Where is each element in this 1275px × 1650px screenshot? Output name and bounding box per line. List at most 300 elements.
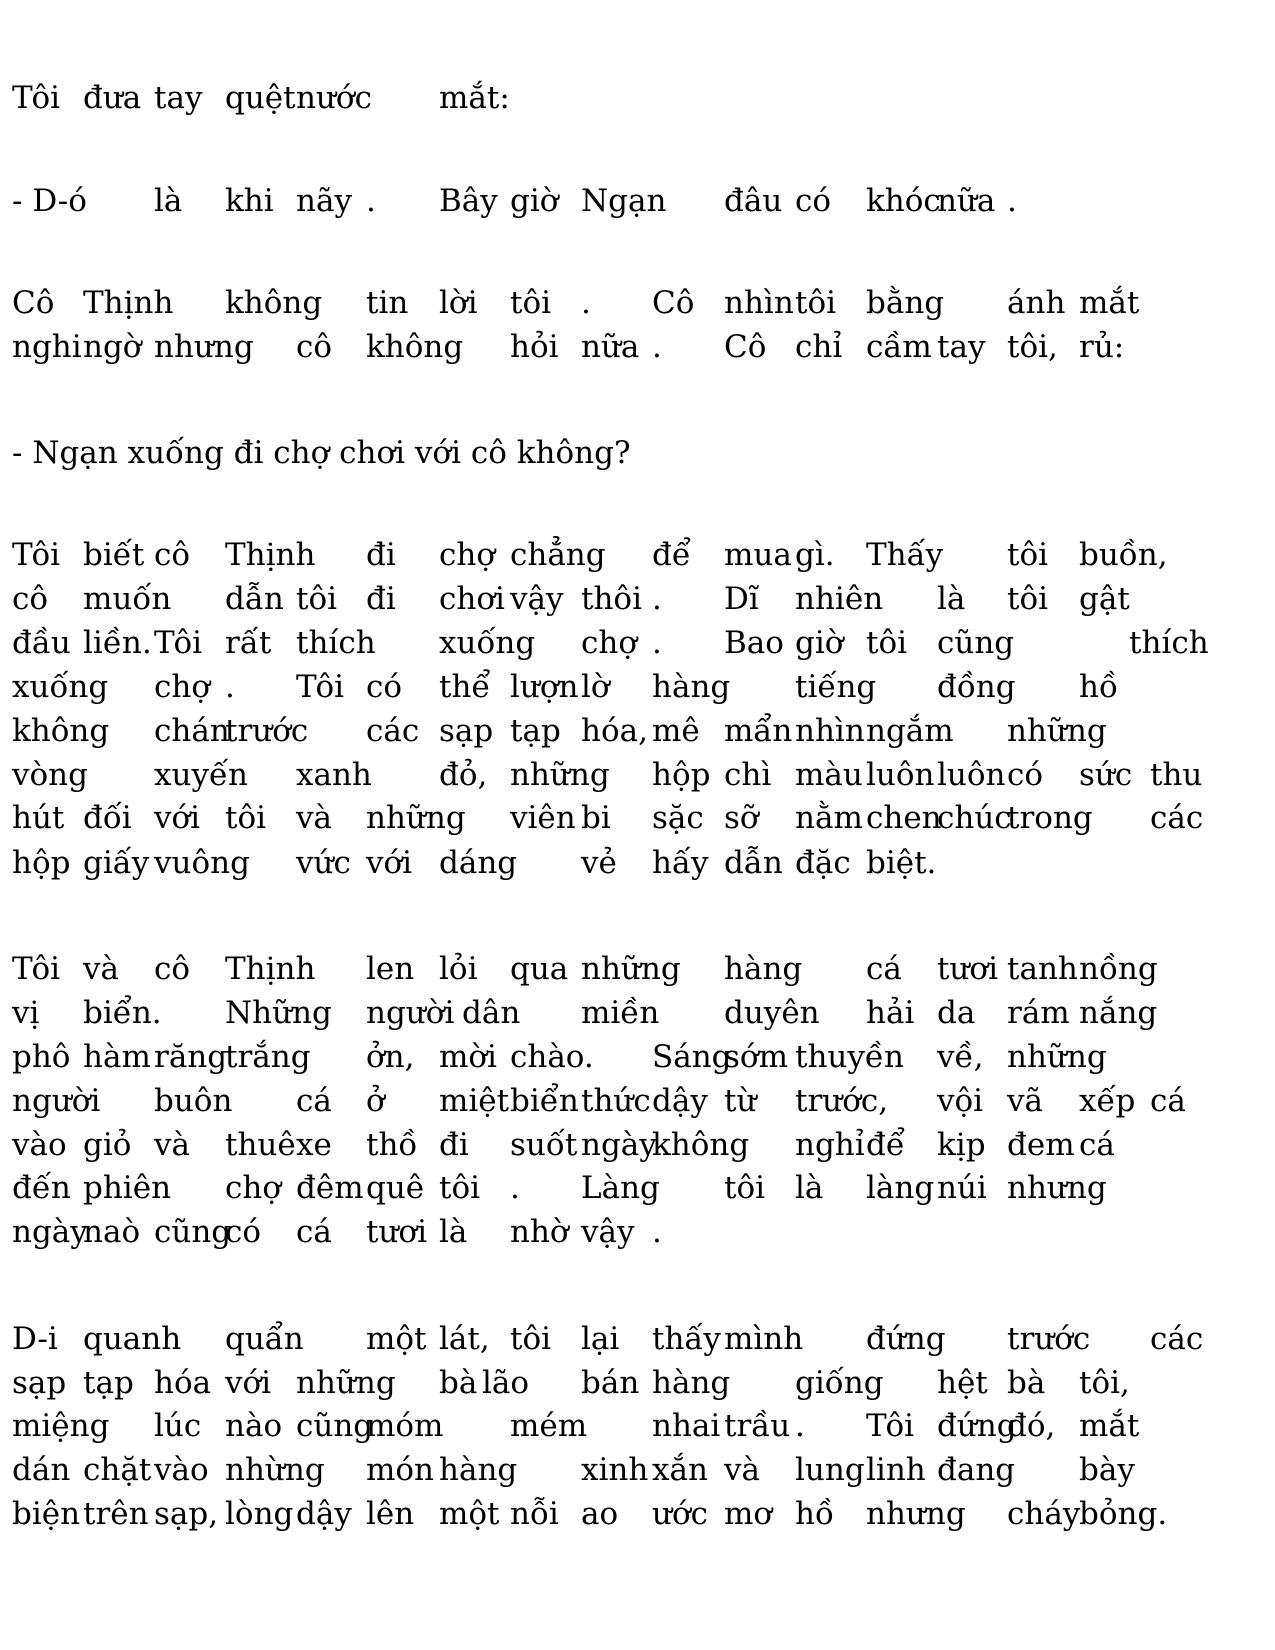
word: đặc [795, 845, 851, 881]
word: đứng [937, 1408, 1017, 1444]
word: những [1007, 1039, 1107, 1075]
word: sức [1079, 757, 1133, 793]
word: qua [510, 951, 569, 987]
word: chợ [154, 669, 210, 705]
word: miệng [12, 1408, 110, 1444]
word: chì [724, 757, 772, 793]
word: . [795, 1408, 805, 1444]
word: lòng [225, 1496, 294, 1532]
word: để [866, 1127, 905, 1163]
word: nhưng [866, 1496, 966, 1532]
word: tôi [225, 800, 267, 836]
word: là [439, 1214, 468, 1250]
word: . [510, 1170, 520, 1206]
word: tay [154, 80, 203, 116]
word: nghỉ [795, 1127, 865, 1163]
word: để [652, 537, 691, 573]
word: biển [510, 1083, 579, 1119]
word: làng [866, 1170, 935, 1206]
word: cô [296, 329, 333, 365]
word: Thịnh [225, 951, 316, 987]
word: chơi [439, 581, 505, 617]
word: cô [12, 581, 49, 617]
word: trên [83, 1496, 149, 1532]
word: không [12, 713, 110, 749]
word: chặt [83, 1452, 152, 1488]
word: những [581, 951, 681, 987]
word: thuê [225, 1127, 296, 1163]
word: . [1007, 183, 1017, 219]
word: lời [439, 285, 478, 321]
word: hộp [12, 845, 71, 881]
word: ánh [1007, 285, 1066, 321]
word: bà [1007, 1365, 1046, 1401]
word: trắng [225, 1039, 311, 1075]
word: không [652, 1127, 750, 1163]
word: có [795, 183, 832, 219]
word: trầu [724, 1408, 791, 1444]
word: nãy [296, 183, 352, 219]
word: dẫn [225, 581, 284, 617]
word: . [225, 669, 235, 705]
word: đi [439, 1127, 469, 1163]
word: Tôi [12, 80, 61, 116]
word: sạp [439, 713, 494, 749]
word: Làng [581, 1170, 660, 1206]
word: ngờ [83, 329, 142, 365]
word: hóa [154, 1365, 212, 1401]
word: trước, [795, 1083, 889, 1119]
word: trước [1007, 1321, 1091, 1357]
word: mém [510, 1408, 588, 1444]
word: nhìn [795, 713, 865, 749]
word: quệt [225, 80, 296, 116]
word: lão [482, 1365, 530, 1401]
word: lượn [510, 669, 579, 705]
word: cá [866, 951, 902, 987]
word: chán [154, 713, 230, 749]
word: cô [154, 537, 191, 573]
word: xuống [439, 625, 536, 661]
word: nhờ [510, 1214, 569, 1250]
word: ởn, [366, 1039, 415, 1075]
word: Tôi [12, 951, 61, 987]
word: dậy [296, 1496, 352, 1532]
word: ước [652, 1496, 708, 1532]
word: đỏ, [439, 757, 488, 793]
word: vị [12, 995, 40, 1031]
word: khóc [866, 183, 941, 219]
word: Cô [12, 285, 55, 321]
word: mắt: [439, 80, 510, 116]
word: trước [225, 713, 309, 749]
word: cũng [937, 625, 1015, 661]
word: chẳng [510, 537, 606, 573]
word: D-i [12, 1321, 58, 1357]
word: hàng [652, 669, 731, 705]
word: tôi [510, 1321, 552, 1357]
word: bà [439, 1365, 478, 1401]
word: dẫn [724, 845, 783, 881]
word: kịp [937, 1127, 986, 1163]
word: tôi [795, 285, 837, 321]
word: đi [366, 537, 396, 573]
word: Những [225, 995, 332, 1031]
word: chỉ [795, 329, 843, 365]
word: tay [937, 329, 986, 365]
word: mẩn [724, 713, 793, 749]
word: Cô [652, 285, 695, 321]
word: chợ [225, 1170, 281, 1206]
word: Thịnh [225, 537, 316, 573]
word: hệt [937, 1365, 988, 1401]
word: cá [1079, 1127, 1115, 1163]
word: nỗi [510, 1496, 559, 1532]
word: Tôi [154, 625, 203, 661]
word: giỏ [83, 1127, 132, 1163]
word: mắt [1079, 285, 1140, 321]
word: cũng [296, 1408, 374, 1444]
word: thôi [581, 581, 643, 617]
word: phiên [83, 1170, 172, 1206]
word: duyên [724, 995, 820, 1031]
word: mua [724, 537, 792, 573]
word: cũng [154, 1214, 232, 1250]
word: tươi [937, 951, 999, 987]
word: và [724, 1452, 760, 1488]
word: vào [154, 1452, 209, 1488]
word: thức [581, 1083, 651, 1119]
word: đem [1007, 1127, 1075, 1163]
word: luôn [937, 757, 1006, 793]
word: bằng [866, 285, 945, 321]
word: nữa [937, 183, 996, 219]
word: luôn [866, 757, 935, 793]
word: và [83, 951, 119, 987]
word: vào [12, 1127, 67, 1163]
word: nằm [795, 800, 863, 836]
word: hồ [795, 1496, 834, 1532]
word: xinh [581, 1452, 649, 1488]
word: cầm [866, 329, 932, 365]
word: linh [866, 1452, 926, 1488]
word: thồ [366, 1127, 418, 1163]
word: về, [937, 1039, 984, 1075]
word: dân [462, 995, 521, 1031]
word: khi [225, 183, 274, 219]
word: ngày [581, 1127, 657, 1163]
word: giống [795, 1365, 884, 1401]
word: đến [12, 1170, 71, 1206]
word: cháy [1007, 1496, 1081, 1532]
word: Bây [439, 183, 498, 219]
word: những [296, 1365, 396, 1401]
word: tôi [510, 285, 552, 321]
word: dán [12, 1452, 71, 1488]
word: gật [1079, 581, 1130, 617]
word: quanh [83, 1321, 182, 1357]
word: lên [366, 1496, 415, 1532]
word: . [652, 581, 662, 617]
word: đồng [937, 669, 1016, 705]
word: có [366, 669, 403, 705]
word: thích [296, 625, 376, 661]
word: đêm [296, 1170, 364, 1206]
word: giấy [83, 845, 150, 881]
word: tôi [724, 1170, 766, 1206]
word: thu [1150, 757, 1203, 793]
word: xắn [652, 1452, 708, 1488]
word: giờ [510, 183, 559, 219]
word: ngày [12, 1214, 88, 1250]
word: có [225, 1214, 262, 1250]
word: là [154, 183, 183, 219]
word: hút [12, 800, 65, 836]
word: cá [1150, 1083, 1186, 1119]
word: Sáng [652, 1039, 732, 1075]
word: biết [83, 537, 145, 573]
word: vuông [154, 845, 250, 881]
word: xuyến [154, 757, 248, 793]
word: chúc [937, 800, 1012, 836]
word: lung [795, 1452, 865, 1488]
word: móm [366, 1408, 444, 1444]
word: len [366, 951, 415, 987]
word: đó, [1007, 1408, 1056, 1444]
word: miệt [439, 1083, 510, 1119]
word: răng [154, 1039, 228, 1075]
word: miền [581, 995, 660, 1031]
word: tạp [510, 713, 561, 749]
word: vức [296, 845, 351, 881]
word: trong [1007, 800, 1093, 836]
word: có [1007, 757, 1044, 793]
word: viên [510, 800, 576, 836]
word: hàm [83, 1039, 151, 1075]
word: biện [12, 1496, 81, 1532]
word: các [366, 713, 420, 749]
word: chào. [510, 1039, 594, 1075]
word: với [154, 800, 201, 836]
word: tôi [439, 1170, 481, 1206]
word: vã [1007, 1083, 1043, 1119]
word: một [439, 1496, 500, 1532]
word: Tôi [12, 537, 61, 573]
word: sạp [12, 1365, 67, 1401]
word: không [225, 285, 323, 321]
word: ở [366, 1083, 385, 1119]
word: chen [866, 800, 942, 836]
word: tạp [83, 1365, 134, 1401]
word: hàng [724, 951, 803, 987]
word: quẩn [225, 1321, 304, 1357]
word: quê [366, 1170, 425, 1206]
word: một [366, 1321, 427, 1357]
word: bỏng. [1079, 1496, 1168, 1532]
word: vòng [12, 757, 88, 793]
word: nhưng [1007, 1170, 1107, 1206]
word: các [1150, 800, 1204, 836]
word: hộp [652, 757, 711, 793]
word: liền. [83, 625, 152, 661]
word: . [652, 1214, 662, 1250]
word: nhai [652, 1408, 721, 1444]
word: món [366, 1452, 435, 1488]
word: nhưng [154, 329, 254, 365]
word: đầu [12, 625, 71, 661]
word: sạp, [154, 1496, 219, 1532]
word: ngắm [866, 713, 954, 749]
word: Ngạn [581, 183, 667, 219]
word: đang [937, 1452, 1016, 1488]
word: hấy [652, 845, 709, 881]
word: sặc [652, 800, 704, 836]
word: mê [652, 713, 700, 749]
word: gì. [795, 537, 835, 573]
word: Cô [724, 329, 767, 365]
word: núi [937, 1170, 987, 1206]
word: tanh [1007, 951, 1078, 987]
word: những [510, 757, 610, 793]
word: thể [439, 669, 491, 705]
word: hỏi [510, 329, 559, 365]
word: mời [439, 1039, 497, 1075]
word: xuống [12, 669, 109, 705]
word: Tôi [296, 669, 345, 705]
word: nào [225, 1408, 283, 1444]
word: đưa [83, 80, 142, 116]
word: lỏi [439, 951, 478, 987]
word: ao [581, 1496, 619, 1532]
word: những [1007, 713, 1107, 749]
word: cá [296, 1083, 332, 1119]
word: . [652, 625, 662, 661]
word: lại [581, 1321, 620, 1357]
word: Thấy [866, 537, 944, 573]
word: vậy [581, 1214, 635, 1250]
word: Bao [724, 625, 784, 661]
word: xe [296, 1127, 332, 1163]
word: da [937, 995, 976, 1031]
word: nước [296, 80, 372, 116]
word: nhìn [724, 285, 794, 321]
word: các [1150, 1321, 1204, 1357]
word: - Ngạn xuống đi chợ chơi với cô không? [12, 435, 631, 471]
word: với [366, 845, 413, 881]
word: mình [724, 1321, 804, 1357]
word: sỡ [724, 800, 759, 836]
word: nồng [1079, 951, 1158, 987]
word: hàng [439, 1452, 518, 1488]
word: nhừng [225, 1452, 325, 1488]
word: buồn, [1079, 537, 1168, 573]
word: . [652, 329, 662, 365]
word: tôi, [1007, 329, 1058, 365]
word: cá [296, 1214, 332, 1250]
word: . [581, 285, 591, 321]
word: màu [795, 757, 863, 793]
word: xanh [296, 757, 372, 793]
word: phô [12, 1039, 71, 1075]
word: Thịnh [83, 285, 174, 321]
word: chợ [439, 537, 495, 573]
word: và [154, 1127, 190, 1163]
word: lúc [154, 1408, 202, 1444]
word: suốt [510, 1127, 578, 1163]
word: nghi [12, 329, 82, 365]
word: người [12, 1083, 101, 1119]
word: tôi [1007, 581, 1049, 617]
word: biển. [83, 995, 162, 1031]
word: mơ [724, 1496, 773, 1532]
word: nắng [1079, 995, 1158, 1031]
word: người [366, 995, 455, 1031]
word: nhiên [795, 581, 884, 617]
word: tôi, [1079, 1365, 1130, 1401]
word: Tôi [866, 1408, 915, 1444]
word: không [366, 329, 464, 365]
word: vội [937, 1083, 984, 1119]
word: thuyền [795, 1039, 904, 1075]
word: muốn [83, 581, 172, 617]
word: . [366, 183, 376, 219]
word: chợ [581, 625, 637, 661]
word: bán [581, 1365, 640, 1401]
word: xếp [1079, 1083, 1136, 1119]
word: thích [1129, 625, 1209, 661]
word: dáng [439, 845, 518, 881]
word: từ [724, 1083, 757, 1119]
word: đứng [866, 1321, 946, 1357]
word: là [795, 1170, 824, 1206]
word: rám [1007, 995, 1070, 1031]
word: cô [154, 951, 191, 987]
word: và [296, 800, 332, 836]
word: tin [366, 285, 409, 321]
word: buôn [154, 1083, 233, 1119]
word: tôi [296, 581, 338, 617]
word: - D-ó [12, 183, 87, 219]
word: tiếng [795, 669, 877, 705]
word: rất [225, 625, 272, 661]
word: với [225, 1365, 272, 1401]
word: mắt [1079, 1408, 1140, 1444]
word: sớm [724, 1039, 788, 1075]
word: hồ [1079, 669, 1118, 705]
word: bi [581, 800, 611, 836]
word: tươi [366, 1214, 428, 1250]
word: naò [83, 1214, 141, 1250]
word: vẻ [581, 845, 617, 881]
word: bày [1079, 1452, 1135, 1488]
word: những [366, 800, 466, 836]
word: thấy [652, 1321, 721, 1357]
word: hải [866, 995, 915, 1031]
word: giờ [795, 625, 844, 661]
word: nữa [581, 329, 640, 365]
word: biệt. [866, 845, 937, 881]
word: là [937, 581, 966, 617]
word: vậy [510, 581, 564, 617]
word: lát, [439, 1321, 490, 1357]
word: rủ: [1079, 329, 1125, 365]
word: tôi [866, 625, 908, 661]
word: hàng [652, 1365, 731, 1401]
word: đâu [724, 183, 783, 219]
word: đối [83, 800, 132, 836]
word: dậy [652, 1083, 708, 1119]
word: hóa, [581, 713, 648, 749]
